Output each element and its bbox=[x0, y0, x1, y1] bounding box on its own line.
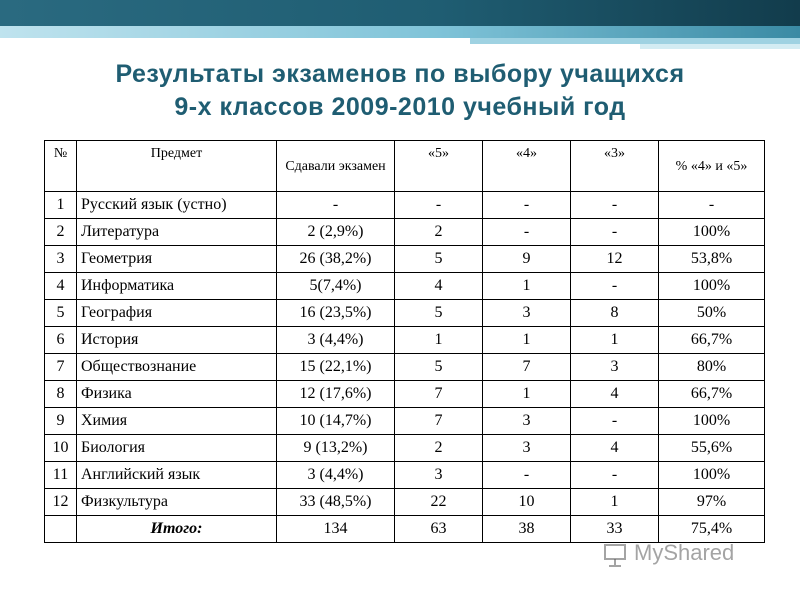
total-grade-4: 38 bbox=[483, 516, 571, 543]
row-grade-5: 5 bbox=[395, 354, 483, 381]
header-grade-3: «3» bbox=[571, 141, 659, 192]
row-percent: 100% bbox=[659, 273, 765, 300]
row-percent: 100% bbox=[659, 219, 765, 246]
row-grade-5: 22 bbox=[395, 489, 483, 516]
row-subject: Физкультура bbox=[77, 489, 277, 516]
row-number: 7 bbox=[45, 354, 77, 381]
row-grade-4: 7 bbox=[483, 354, 571, 381]
table-row bbox=[45, 489, 765, 516]
header-subject: Предмет bbox=[77, 141, 277, 192]
row-grade-5: 7 bbox=[395, 381, 483, 408]
table-row bbox=[45, 354, 765, 381]
row-grade-3: - bbox=[571, 408, 659, 435]
header-took: Сдавали экзамен bbox=[277, 141, 395, 192]
row-took: 15 (22,1%) bbox=[277, 354, 395, 381]
row-subject: Физика bbox=[77, 381, 277, 408]
table-row bbox=[45, 273, 765, 300]
total-percent: 75,4% bbox=[659, 516, 765, 543]
table-row bbox=[45, 300, 765, 327]
watermark-text: MyShared bbox=[634, 540, 735, 565]
row-took: 26 (38,2%) bbox=[277, 246, 395, 273]
header-band bbox=[0, 0, 800, 26]
row-percent: 100% bbox=[659, 408, 765, 435]
row-percent: 97% bbox=[659, 489, 765, 516]
table-row bbox=[45, 246, 765, 273]
row-subject: Обществознание bbox=[77, 354, 277, 381]
row-grade-5: - bbox=[395, 192, 483, 219]
table-row bbox=[45, 408, 765, 435]
row-percent: 100% bbox=[659, 462, 765, 489]
table-row bbox=[45, 327, 765, 354]
row-subject: Русский язык (устно) bbox=[77, 192, 277, 219]
row-took: 10 (14,7%) bbox=[277, 408, 395, 435]
row-percent: 55,6% bbox=[659, 435, 765, 462]
row-grade-4: 10 bbox=[483, 489, 571, 516]
row-subject: Информатика bbox=[77, 273, 277, 300]
row-grade-5: 2 bbox=[395, 435, 483, 462]
row-grade-4: 3 bbox=[483, 300, 571, 327]
title-line-2: 9-х классов 2009-2010 учебный год bbox=[174, 93, 626, 121]
row-percent: 53,8% bbox=[659, 246, 765, 273]
results-table bbox=[44, 140, 765, 543]
header-percent: % «4» и «5» bbox=[659, 141, 765, 192]
header-stripe-2 bbox=[640, 44, 800, 49]
row-grade-5: 5 bbox=[395, 300, 483, 327]
watermark bbox=[602, 540, 772, 570]
row-number: 3 bbox=[45, 246, 77, 273]
row-subject: Биология bbox=[77, 435, 277, 462]
row-took: - bbox=[277, 192, 395, 219]
row-took: 9 (13,2%) bbox=[277, 435, 395, 462]
table-header-row bbox=[45, 141, 765, 192]
row-number: 12 bbox=[45, 489, 77, 516]
row-grade-4: - bbox=[483, 192, 571, 219]
presentation-icon bbox=[602, 542, 628, 568]
total-subject: Итого: bbox=[77, 516, 277, 543]
row-subject: История bbox=[77, 327, 277, 354]
row-grade-3: - bbox=[571, 192, 659, 219]
header-band-light bbox=[0, 26, 800, 38]
row-subject: География bbox=[77, 300, 277, 327]
row-grade-5: 4 bbox=[395, 273, 483, 300]
row-took: 12 (17,6%) bbox=[277, 381, 395, 408]
row-grade-4: 3 bbox=[483, 408, 571, 435]
header-number: № bbox=[45, 141, 77, 192]
row-grade-5: 1 bbox=[395, 327, 483, 354]
row-number: 2 bbox=[45, 219, 77, 246]
row-number: 8 bbox=[45, 381, 77, 408]
row-took: 3 (4,4%) bbox=[277, 327, 395, 354]
row-number: 10 bbox=[45, 435, 77, 462]
row-percent: 50% bbox=[659, 300, 765, 327]
row-grade-3: 1 bbox=[571, 327, 659, 354]
row-percent: - bbox=[659, 192, 765, 219]
row-grade-4: 9 bbox=[483, 246, 571, 273]
row-grade-5: 2 bbox=[395, 219, 483, 246]
row-grade-5: 7 bbox=[395, 408, 483, 435]
row-grade-4: - bbox=[483, 462, 571, 489]
row-grade-3: 12 bbox=[571, 246, 659, 273]
row-grade-3: 4 bbox=[571, 381, 659, 408]
row-grade-3: 8 bbox=[571, 300, 659, 327]
row-grade-3: - bbox=[571, 273, 659, 300]
row-grade-3: - bbox=[571, 462, 659, 489]
table-total-row bbox=[45, 516, 765, 543]
row-grade-4: 1 bbox=[483, 327, 571, 354]
row-number: 1 bbox=[45, 192, 77, 219]
row-grade-3: 4 bbox=[571, 435, 659, 462]
row-subject: Геометрия bbox=[77, 246, 277, 273]
table-row bbox=[45, 435, 765, 462]
header-grade-4: «4» bbox=[483, 141, 571, 192]
row-percent: 80% bbox=[659, 354, 765, 381]
row-grade-5: 3 bbox=[395, 462, 483, 489]
row-grade-4: 1 bbox=[483, 381, 571, 408]
total-grade-3: 33 bbox=[571, 516, 659, 543]
row-number: 9 bbox=[45, 408, 77, 435]
row-took: 2 (2,9%) bbox=[277, 219, 395, 246]
row-grade-3: - bbox=[571, 219, 659, 246]
row-number: 6 bbox=[45, 327, 77, 354]
row-took: 5(7,4%) bbox=[277, 273, 395, 300]
row-percent: 66,7% bbox=[659, 381, 765, 408]
row-took: 16 (23,5%) bbox=[277, 300, 395, 327]
table-row bbox=[45, 462, 765, 489]
row-grade-4: - bbox=[483, 219, 571, 246]
total-grade-5: 63 bbox=[395, 516, 483, 543]
page-title bbox=[0, 58, 800, 124]
row-grade-5: 5 bbox=[395, 246, 483, 273]
header-grade-5: «5» bbox=[395, 141, 483, 192]
table-row bbox=[45, 381, 765, 408]
row-grade-4: 1 bbox=[483, 273, 571, 300]
total-number bbox=[45, 516, 77, 543]
row-grade-3: 1 bbox=[571, 489, 659, 516]
table-row bbox=[45, 219, 765, 246]
table-row bbox=[45, 192, 765, 219]
row-number: 4 bbox=[45, 273, 77, 300]
table-body bbox=[45, 192, 765, 543]
total-took: 134 bbox=[277, 516, 395, 543]
row-percent: 66,7% bbox=[659, 327, 765, 354]
row-number: 5 bbox=[45, 300, 77, 327]
row-took: 33 (48,5%) bbox=[277, 489, 395, 516]
row-subject: Химия bbox=[77, 408, 277, 435]
title-line-1: Результаты экзаменов по выбору учащихся bbox=[115, 60, 685, 88]
row-number: 11 bbox=[45, 462, 77, 489]
row-took: 3 (4,4%) bbox=[277, 462, 395, 489]
row-subject: Английский язык bbox=[77, 462, 277, 489]
row-grade-3: 3 bbox=[571, 354, 659, 381]
row-subject: Литература bbox=[77, 219, 277, 246]
row-grade-4: 3 bbox=[483, 435, 571, 462]
